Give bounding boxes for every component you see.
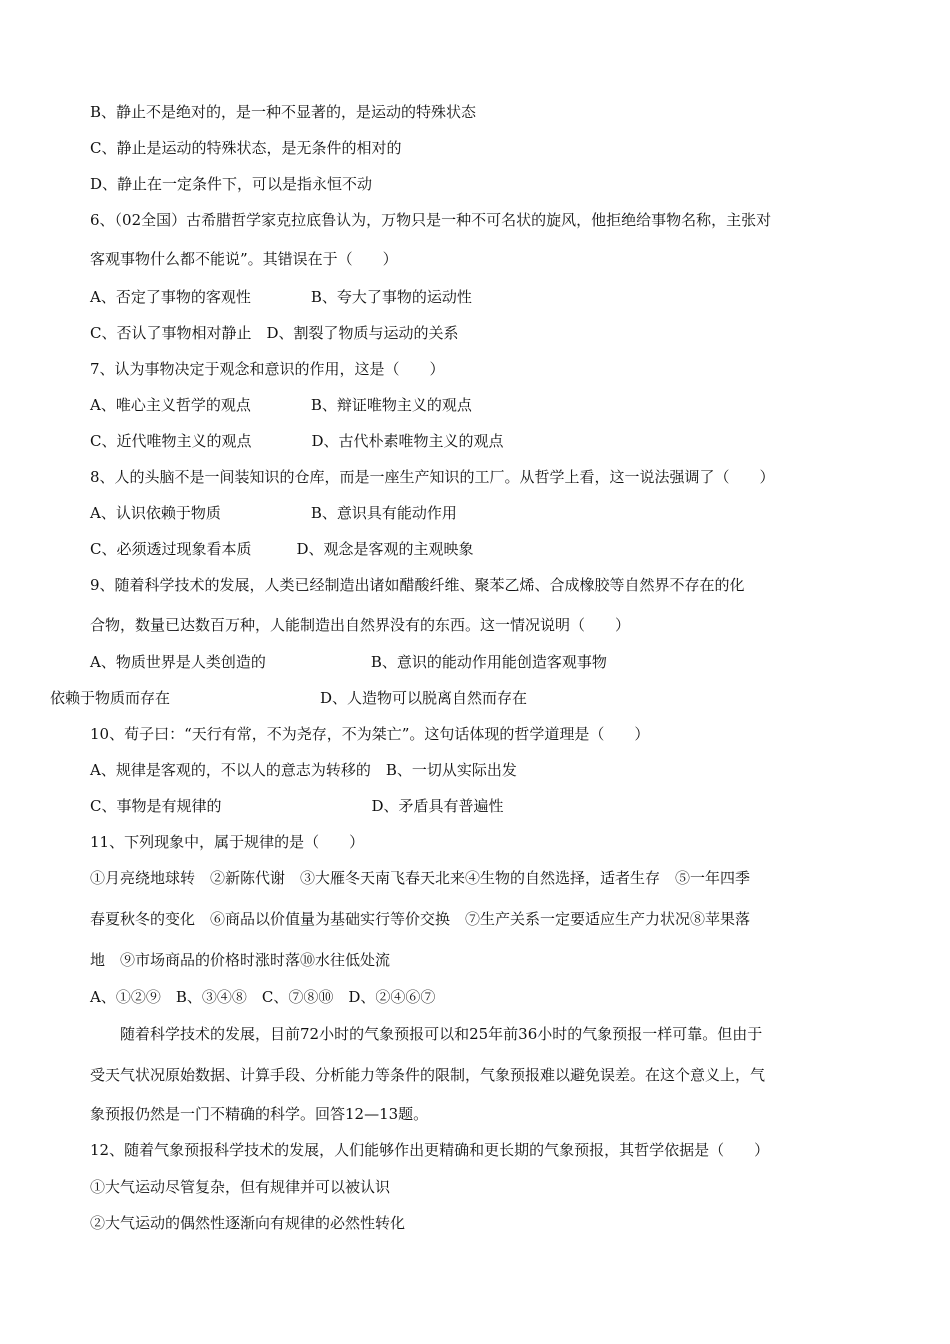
question-11-items-3: 地 ⑨市场商品的价格时涨时落⑩水往低处流 [90,951,391,969]
options-8cd: C、必须透过现象看本质 D、观念是客观的主观映象 [90,540,474,558]
question-6-line-2: 客观事物什么都不能说”。其错误在于（ ） [90,250,398,268]
question-11-items-1: ①月亮绕地球转 ②新陈代谢 ③大雁冬天南飞春天北来④生物的自然选择，适者生存 ⑤一年四季 [90,869,751,887]
passage-line-3: 象预报仍然是一门不精确的科学。回答12—13题。 [90,1105,429,1123]
question-9-line-2: 合物，数量已达数百万种，人能制造出自然界没有的东西。这一情况说明（ ） [90,616,631,634]
options-6ab: A、否定了事物的客观性 B、夸大了事物的运动性 [90,288,472,306]
options-11: A、①②⑨ B、③④⑧ C、⑦⑧⑩ D、②④⑥⑦ [90,988,436,1006]
option-5c: C、静止是运动的特殊状态，是无条件的相对的 [90,139,402,157]
options-8ab: A、认识依赖于物质 B、意识具有能动作用 [90,504,457,522]
passage-line-2: 受天气状况原始数据、计算手段、分析能力等条件的限制，气象预报难以避免误差。在这个意义上，气 [90,1066,766,1084]
question-11-items-2: 春夏秋冬的变化 ⑥商品以价值量为基础实行等价交换 ⑦生产关系一定要适应生产力状况⑧苹果落 [90,910,751,928]
options-9cd: 依赖于物质而存在 D、人造物可以脱离自然而存在 [50,689,528,707]
options-10ab: A、规律是客观的，不以人的意志为转移的 B、一切从实际出发 [90,761,517,779]
options-7cd: C、近代唯物主义的观点 D、古代朴素唯物主义的观点 [90,432,504,450]
question-12-item-2: ②大气运动的偶然性逐渐向有规律的必然性转化 [90,1214,406,1232]
options-6cd: C、否认了事物相对静止 D、割裂了物质与运动的关系 [90,324,459,342]
option-5d: D、静止在一定条件下，可以是指永恒不动 [90,175,373,193]
question-8: 8、人的头脑不是一间装知识的仓库，而是一座生产知识的工厂。从哲学上看，这一说法强调了（ ） [90,468,775,486]
question-6-line-1: 6、（02全国）古希腊哲学家克拉底鲁认为，万物只是一种不可名状的旋风，他拒绝给事物名称，主张对 [90,211,772,229]
question-12: 12、随着气象预报科学技术的发展，人们能够作出更精确和更长期的气象预报，其哲学依据是（ ） [90,1141,770,1159]
question-12-item-1: ①大气运动尽管复杂，但有规律并可以被认识 [90,1178,391,1196]
passage-line-1: 随着科学技术的发展，目前72小时的气象预报可以和25年前36小时的气象预报一样可靠。但由于 [90,1025,763,1043]
question-11: 11、下列现象中，属于规律的是（ ） [90,833,365,851]
question-7: 7、认为事物决定于观念和意识的作用，这是（ ） [90,360,445,378]
question-10: 10、荀子曰：“天行有常，不为尧存，不为桀亡”。这句话体现的哲学道理是（ ） [90,725,650,743]
option-5b: B、静止不是绝对的，是一种不显著的，是运动的特殊状态 [90,103,477,121]
options-9ab: A、物质世界是人类创造的 B、意识的能动作用能创造客观事物 [90,653,607,671]
options-10cd: C、事物是有规律的 D、矛盾具有普遍性 [90,797,504,815]
question-9-line-1: 9、随着科学技术的发展，人类已经制造出诸如醋酸纤维、聚苯乙烯、合成橡胶等自然界不存在的化 [90,576,745,594]
options-7ab: A、唯心主义哲学的观点 B、辩证唯物主义的观点 [90,396,472,414]
